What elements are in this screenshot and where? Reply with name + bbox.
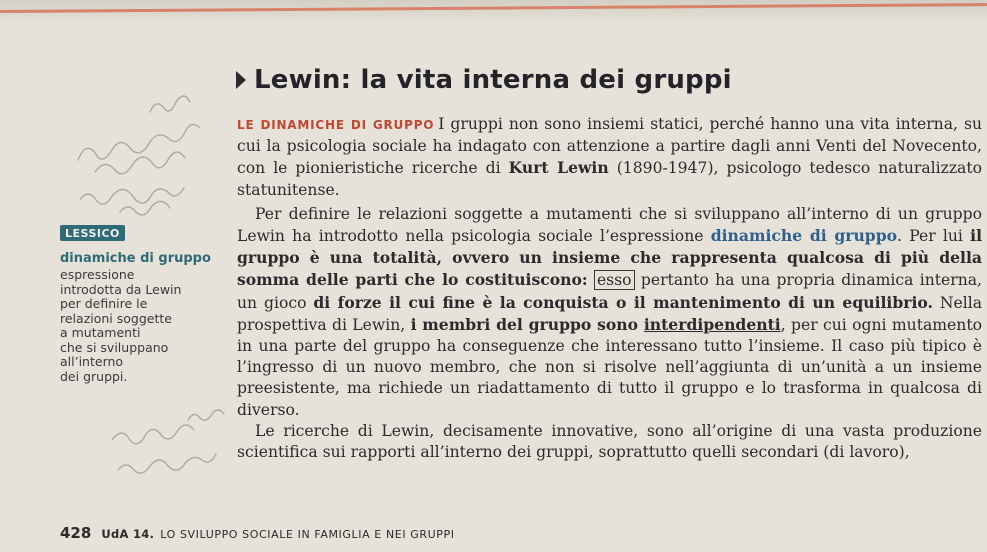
paragraph-1 [237,114,982,201]
annotation-scribble-2 [150,96,190,112]
annotation-scribble-3 [95,152,185,174]
bold-definition-1: il gruppo è una totalità, ovvero un insieme che rappresenta qualcosa di più della somma delle parti che lo costituiscono: [237,226,982,290]
section-heading [236,60,732,100]
paragraph-2-text-c: pertanto ha una propria dinamica interna, un gioco [237,271,982,312]
annotation-scribble-8 [118,454,216,473]
unit-title: LO SVILUPPO SOCIALE IN FAMIGLIA E NEI GRUPPI [160,528,455,541]
paragraph-2-text-b: . Per lui [897,227,971,246]
annotation-scribble-7 [112,425,194,444]
annotation-scribble-1 [78,124,200,160]
paragraph-kicker: LE DINAMICHE DI GRUPPO [237,118,435,132]
glossary-definition: espressione introdotta da Lewin per definire le relazioni soggette a mutamenti che si sviluppano all’interno dei gruppi. [60,267,182,384]
page-number: 428 [60,524,92,542]
boxed-word: esso [594,270,635,290]
paragraph-2-text-e: , per cui ogni mutamento in una parte del gruppo ha conseguenze che interessano tutto l’insieme. Il caso più tipico è l’ingresso di un nuovo membro, che non si risolve nell’aggiunta di un’unità a un insieme preesistente, ma richiede un riadattamento di tutto il gruppo e lo trasforma in qualcosa di diverso. [237,315,982,419]
unit-code: UdA 14. [101,527,155,541]
main-text [237,114,982,463]
paragraph-1-tail: (1890-1947), psicologo tedesco naturalizzato statunitense. [237,159,982,199]
name-kurt-lewin: Kurt Lewin [508,158,609,178]
lessico-badge: LESSICO [60,225,125,241]
page-footer [60,524,455,542]
heading-triangle-icon [236,71,246,89]
paragraph-3: Le ricerche di Lewin, decisamente innovative, sono all’origine di una vasta produzione scientifica sui rapporti all’interno dei gruppi, soprattutto quelli secondari (di lavoro), [237,421,982,462]
paragraph-2 [237,204,982,421]
underlined-word: interdipendenti [643,314,781,334]
highlighted-term: dinamiche di gruppo [710,226,898,246]
paragraph-2-text-d: Nella prospettiva di Lewin, [237,293,983,334]
paragraph-1-text: I gruppi non sono insiemi statici, perché hanno una vita interna, su cui la psicologia sociale ha indagato con attenzione a partire dagli anni Venti del Novecento, con le pionieristiche ricerche di [237,115,982,178]
bold-definition-2: di forze il cui fine è la conquista o il mantenimento di un equilibrio. [313,292,933,312]
glossary-sidebar [60,222,232,384]
bold-definition-3: i membri del gruppo sono [410,314,644,334]
page-title: Lewin: la vita interna dei gruppi [254,65,732,95]
glossary-term: dinamiche di gruppo [60,251,211,266]
annotation-scribble-5 [120,201,170,214]
annotation-scribble-6 [188,410,224,420]
paragraph-2-text-a: Per definire le relazioni soggette a mutamenti che si sviluppano all’interno di un gruppo Lewin ha introdotto nella psicologia sociale l’espressione [237,204,982,246]
annotation-scribble-4 [80,188,184,204]
